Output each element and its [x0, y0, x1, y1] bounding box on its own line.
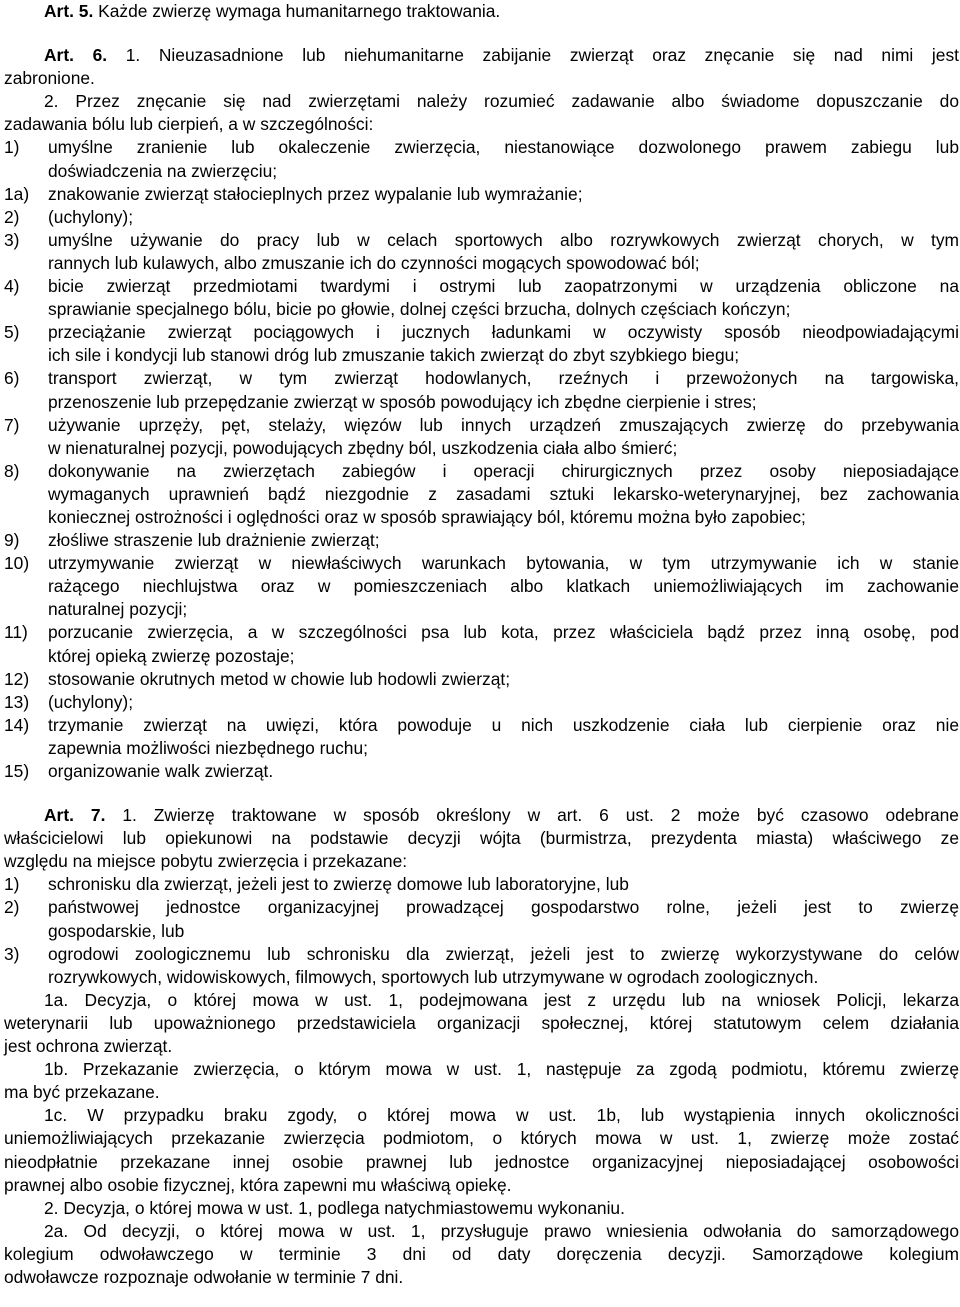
- list-item-number: 1a): [4, 183, 30, 204]
- list-item-body: [48, 552, 959, 621]
- list-item: [4, 414, 959, 460]
- line-text: jest ochrona zwierząt.: [4, 1036, 173, 1057]
- line-text: rażącego niechlujstwa oraz w pomieszczeniach albo klatkach uniemożliwiających im zachowanie: [48, 576, 959, 597]
- line-text: przenoszenie lub przepędzanie zwierząt w sposób powodujący ich zbędne cierpienie i stres;: [48, 391, 757, 412]
- line-text: prawnej albo osobie fizycznej, która zapewni mu właściwą opiekę.: [4, 1174, 512, 1195]
- line-text: 1. Zwierzę traktowane w sposób określony w art. 6 ust. 2 może być czasowo odebrane: [105, 805, 959, 826]
- list-item-line: [48, 896, 959, 919]
- list-item-line: [48, 483, 959, 506]
- line-text: nieodpłatnie przekazane innej osobie prawnej lub jednostce organizacyjnej nieposiadającej osobowości: [4, 1151, 959, 1172]
- line-text: porzucanie zwierzęcia, a w szczególności psa lub kota, przez właściciela bądź przez inną osobę, pod: [48, 622, 959, 643]
- list-item-line: [48, 183, 959, 206]
- list-item-line: [48, 298, 959, 321]
- list-item: [4, 529, 959, 552]
- list-item-line: [48, 920, 959, 943]
- list-item: [4, 275, 959, 321]
- list-item: [4, 183, 959, 206]
- line-text: znakowanie zwierząt stałocieplnych przez wypalanie lub wymrażanie;: [48, 183, 583, 204]
- list-item-line: [48, 668, 959, 691]
- list-item-number: 3): [4, 229, 20, 250]
- line-text: 1b. Przekazanie zwierzęcia, o którym mowa w ust. 1, następuje za zgodą podmiotu, któremu zwierzę: [44, 1059, 959, 1080]
- art7-p1-line: [4, 804, 959, 827]
- line-text: 2. Decyzja, o której mowa w ust. 1, podlega natychmiastowemu wykonaniu.: [44, 1197, 625, 1218]
- list-item-line: [48, 344, 959, 367]
- line-text: ich sile i kondycji lub stanowi dróg lub zmuszanie takich zwierząt do zbyt szybkiego biegu;: [48, 345, 740, 366]
- list-item-line: [48, 229, 959, 252]
- list-item-body: [48, 275, 959, 321]
- art6-p2-line: [4, 113, 959, 136]
- line-text: dokonywanie na zwierzętach zabiegów i operacji chirurgicznych przez osoby nieposiadające: [48, 460, 959, 481]
- list-item-line: [48, 598, 959, 621]
- line-text: schronisku dla zwierząt, jeżeli jest to zwierzę domowe lub laboratoryjne, lub: [48, 874, 629, 895]
- line-text: używanie uprzęży, pęt, stelaży, więzów lub innych urządzeń zmuszających zwierzę do przebywania: [48, 414, 959, 435]
- line-text: (uchylony);: [48, 206, 134, 227]
- art7-p1a-line: [4, 989, 959, 1012]
- line-text: odwoławcze rozpoznaje odwołanie w terminie 7 dni.: [4, 1266, 404, 1287]
- list-item-body: [48, 896, 959, 942]
- line-text: rozrywkowych, widowiskowych, filmowych, sportowych lub utrzymywane w ogrodach zoologicznych.: [48, 966, 819, 987]
- list-item-number: 8): [4, 460, 20, 481]
- list-item-number: 1): [4, 137, 20, 158]
- list-item-number: 7): [4, 414, 20, 435]
- line-text: trzymanie zwierząt na uwięzi, która powoduje u nich uszkodzenie ciała lub cierpienie oraz nie: [48, 714, 959, 735]
- list-item: [4, 321, 959, 367]
- list-item-number: 5): [4, 322, 20, 343]
- list-item-line: [48, 437, 959, 460]
- list-item-body: [48, 321, 959, 367]
- list-item-number: 10): [4, 553, 30, 574]
- list-item: [4, 896, 959, 942]
- list-item-body: [48, 414, 959, 460]
- article-label: Art. 5.: [44, 1, 94, 21]
- line-text: kolegium odwoławczego w terminie 3 dni od daty doręczenia decyzji. Samorządowe kolegium: [4, 1243, 959, 1264]
- art7-p2-line: [4, 1197, 959, 1220]
- list-item-line: [48, 414, 959, 437]
- list-item: [4, 552, 959, 621]
- line-text: (uchylony);: [48, 691, 134, 712]
- list-item-body: [48, 943, 959, 989]
- art7-p1c-line: [4, 1127, 959, 1150]
- art7-p1-line: [4, 827, 959, 850]
- list-item-line: [48, 206, 959, 229]
- list-item: [4, 714, 959, 760]
- art7-p2a-line: [4, 1243, 959, 1266]
- list-item: [4, 760, 959, 783]
- article-label: Art. 6.: [44, 45, 108, 66]
- art7-p2a-line: [4, 1266, 959, 1289]
- list-item-line: [48, 645, 959, 668]
- line-text: stosowanie okrutnych metod w chowie lub hodowli zwierząt;: [48, 668, 511, 689]
- line-text: właścicielowi lub opiekunowi na podstawie decyzji wójta (burmistrza, prezydenta miasta) właściwego ze: [4, 828, 959, 849]
- list-item-body: [48, 873, 959, 896]
- line-text: bicie zwierząt przedmiotami twardymi i ostrymi lub zaopatrzonymi w urządzenia obliczone na: [48, 276, 959, 297]
- art7-p1b-line: [4, 1058, 959, 1081]
- line-text: uniemożliwiających przekazanie zwierzęcia podmiotom, o których mowa w ust. 1, zwierzę może zostać: [4, 1128, 959, 1149]
- art6-p1-line: [4, 44, 959, 67]
- line-text: umyślne używanie do pracy lub w celach sportowych albo rozrywkowych zwierząt chorych, w tym: [48, 229, 959, 250]
- art7-p2a-line: [4, 1220, 959, 1243]
- list-item-line: [48, 943, 959, 966]
- list-item-body: [48, 621, 959, 667]
- list-item: [4, 136, 959, 182]
- list-item-body: [48, 714, 959, 760]
- list-item-number: 12): [4, 668, 30, 689]
- list-item-line: [48, 160, 959, 183]
- list-item-line: [48, 691, 959, 714]
- line-text: organizowanie walk zwierząt.: [48, 761, 274, 781]
- list-item-line: [48, 621, 959, 644]
- art5-line: [4, 0, 959, 23]
- list-item-line: [48, 737, 959, 760]
- line-text: gospodarskie, lub: [48, 920, 185, 941]
- line-text: w nienaturalnej pozycji, powodujących zbędny ból, uszkodzenia ciała albo śmierć;: [48, 437, 678, 458]
- line-text: 2a. Od decyzji, o której mowa w ust. 1, przysługuje prawo wniesienia odwołania do samorządowego: [44, 1220, 959, 1241]
- line-text: 1. Nieuzasadnione lub niehumanitarne zabijanie zwierząt oraz znęcanie się nad nimi jest: [107, 45, 959, 66]
- line-text: ogrodowi zoologicznemu lub schronisku dla zwierząt, jeżeli jest to zwierzę wykorzystywane do celów: [48, 943, 959, 964]
- list-item-line: [48, 136, 959, 159]
- list-item-line: [48, 275, 959, 298]
- line-text: Każde zwierzę wymaga humanitarnego traktowania.: [93, 1, 501, 21]
- list-item: [4, 206, 959, 229]
- list-item: [4, 229, 959, 275]
- list-item-line: [48, 391, 959, 414]
- list-item-line: [48, 552, 959, 575]
- art7-p1c-line: [4, 1151, 959, 1174]
- list-item-number: 2): [4, 897, 20, 918]
- line-text: zabronione.: [4, 68, 95, 89]
- list-item-line: [48, 714, 959, 737]
- list-item-line: [48, 873, 959, 896]
- spacer: [4, 783, 959, 804]
- art7-p1b-line: [4, 1081, 959, 1104]
- list-item: [4, 668, 959, 691]
- list-item-body: [48, 460, 959, 529]
- line-text: 1c. W przypadku braku zgody, o której mowa w ust. 1b, lub wystąpienia innych okoliczności: [44, 1105, 959, 1126]
- list-item-number: 13): [4, 691, 30, 712]
- list-item-line: [48, 575, 959, 598]
- list-item-number: 4): [4, 276, 20, 297]
- art6-p1-line: [4, 67, 959, 90]
- line-text: zapewnia możliwości niezbędnego ruchu;: [48, 737, 368, 758]
- list-item-number: 6): [4, 368, 20, 389]
- line-text: weterynarii lub upoważnionego przedstawiciela organizacji społecznej, której statutowym celem działania: [4, 1012, 959, 1033]
- art7-p1c-line: [4, 1174, 959, 1197]
- art6-p2-line: [4, 90, 959, 113]
- list-item: [4, 460, 959, 529]
- list-item-line: [48, 321, 959, 344]
- list-item-number: 2): [4, 206, 20, 227]
- line-text: której opieką zwierzę pozostaje;: [48, 645, 295, 666]
- list-item-line: [48, 966, 959, 989]
- line-text: przeciążanie zwierząt pociągowych i jucznych ładunkami w oczywisty sposób nieodpowiadającymi: [48, 322, 959, 343]
- list-item-number: 1): [4, 874, 20, 895]
- line-text: koniecznej ostrożności i oględności oraz w sposób sprawiający ból, któremu można było zapobiec;: [48, 506, 806, 527]
- list-item-body: [48, 183, 959, 206]
- document-page: [4, 0, 959, 1289]
- list-item-line: [48, 367, 959, 390]
- line-text: rannych lub kulawych, albo zmuszanie ich do czynności mogących spowodować ból;: [48, 252, 700, 273]
- line-text: wymaganych uprawnień bądź niezgodnie z zasadami sztuki lekarsko-weterynaryjnej, bez zachowania: [48, 483, 959, 504]
- line-text: 2. Przez znęcanie się nad zwierzętami należy rozumieć zadawanie albo świadome dopuszczanie do: [44, 91, 959, 112]
- list-item-body: [48, 229, 959, 275]
- list-item-line: [48, 460, 959, 483]
- line-text: państwowej jednostce organizacyjnej prowadzącej gospodarstwo rolne, jeżeli jest to zwierzę: [48, 897, 959, 918]
- list-item-body: [48, 760, 959, 783]
- list-item: [4, 873, 959, 896]
- line-text: względu na miejsce pobytu zwierzęcia i przekazane:: [4, 851, 408, 872]
- line-text: utrzymywanie zwierząt w niewłaściwych warunkach bytowania, w tym utrzymywanie ich w stanie: [48, 553, 959, 574]
- list-item-line: [48, 506, 959, 529]
- list-item-body: [48, 206, 959, 229]
- line-text: ma być przekazane.: [4, 1082, 160, 1103]
- line-text: złośliwe straszenie lub drażnienie zwierząt;: [48, 530, 380, 551]
- list-item-number: 9): [4, 530, 20, 551]
- list-item-body: [48, 136, 959, 182]
- line-text: naturalnej pozycji;: [48, 599, 188, 620]
- list-item-body: [48, 668, 959, 691]
- list-item-body: [48, 367, 959, 413]
- art7-p1a-line: [4, 1035, 959, 1058]
- line-text: doświadczenia na zwierzęciu;: [48, 160, 278, 181]
- list-item-line: [48, 252, 959, 275]
- list-item-body: [48, 529, 959, 552]
- line-text: zadawania bólu lub cierpień, a w szczególności:: [4, 114, 374, 135]
- art7-p1a-line: [4, 1012, 959, 1035]
- line-text: transport zwierząt, w tym zwierząt hodowlanych, rzeźnych i przewożonych na targowiska,: [48, 368, 959, 389]
- line-text: umyślne zranienie lub okaleczenie zwierzęcia, niestanowiące dozwolonego prawem zabiegu lub: [48, 137, 959, 158]
- list-item-body: [48, 691, 959, 714]
- list-item: [4, 691, 959, 714]
- art7-p1-line: [4, 850, 959, 873]
- line-text: sprawianie specjalnego bólu, bicie po głowie, dolnej części brzucha, dolnych częściach kończyn;: [48, 299, 791, 320]
- list-item: [4, 367, 959, 413]
- list-item: [4, 943, 959, 989]
- list-item-number: 3): [4, 943, 20, 964]
- list-item-number: 15): [4, 761, 30, 781]
- list-item-number: 14): [4, 714, 30, 735]
- line-text: 1a. Decyzja, o której mowa w ust. 1, podejmowana jest z urzędu lub na wniosek Policji, lekarza: [44, 989, 959, 1010]
- list-item-line: [48, 529, 959, 552]
- list-item-number: 11): [4, 622, 28, 643]
- spacer: [4, 23, 959, 44]
- list-item: [4, 621, 959, 667]
- list-item-line: [48, 760, 959, 783]
- art7-p1c-line: [4, 1104, 959, 1127]
- article-label: Art. 7.: [44, 805, 106, 826]
